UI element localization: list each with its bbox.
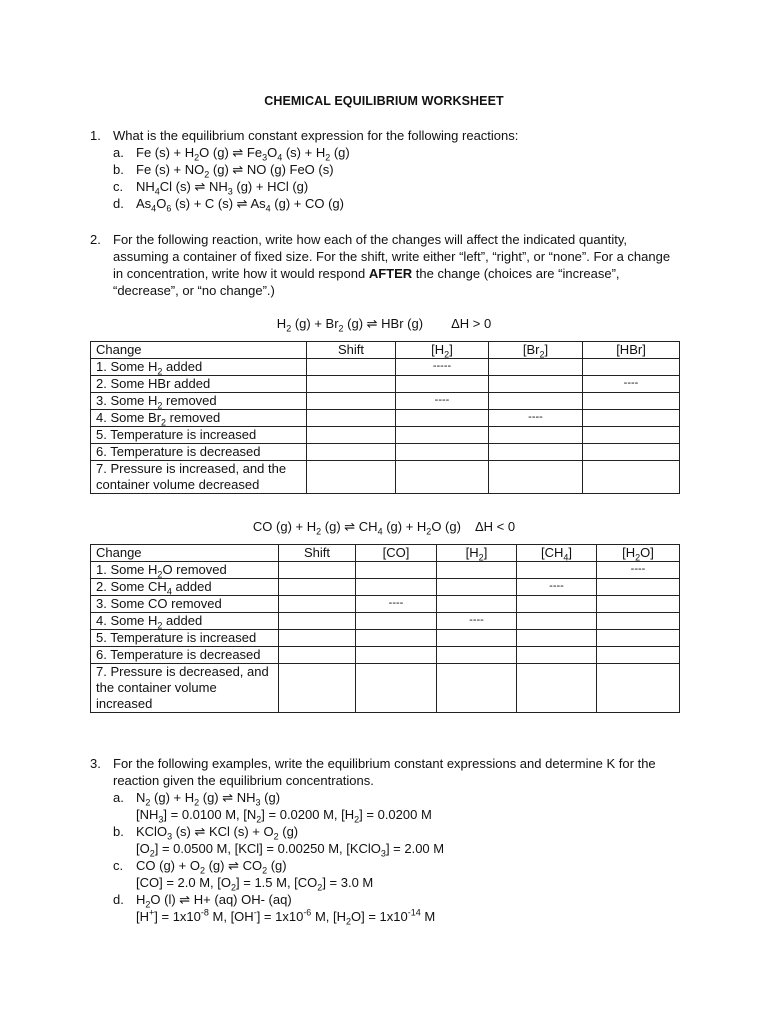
answer-cell[interactable] [517, 613, 597, 630]
reaction-equation: Fe $(s) + H_2O$ (g) ⇌ $Fe_3O_4$ $(s) + H_2$ (g) [136, 145, 350, 163]
equilibrium-concentrations: $[H^+] = 1x10^{-8}$ M, $[OH^-] = 1x10^{-6}$ M, $[H_2O] = 1x10^{-14}$ M [136, 907, 436, 927]
question-2 [90, 231, 680, 299]
table-row [91, 630, 680, 647]
question-number: 1. [90, 128, 101, 143]
answer-cell[interactable] [307, 427, 396, 444]
answer-cell[interactable] [279, 579, 356, 596]
example-list [113, 789, 680, 925]
answer-cell[interactable] [583, 376, 680, 393]
answer-cell[interactable] [356, 596, 437, 613]
table-row [91, 427, 680, 444]
table-row [91, 461, 680, 494]
reaction-1-equation [0, 316, 768, 332]
item-letter: b. [113, 824, 124, 839]
answer-cell[interactable] [489, 444, 583, 461]
question-3 [90, 755, 680, 925]
prompt-emphasis: AFTER [368, 266, 413, 281]
change-cell: 3. Some CO removed [91, 596, 279, 613]
example-item [113, 891, 680, 925]
reaction-equation: CO $(g) + O_2$ (g) ⇌ $CO_2$ (g) [136, 858, 287, 876]
question-prompt [113, 231, 680, 299]
answer-cell[interactable] [356, 647, 437, 664]
not-applicable-dash: ---- [388, 597, 404, 609]
answer-cell[interactable] [307, 359, 396, 376]
column-header: Change [91, 545, 279, 562]
change-cell: 5. Temperature is increased [91, 427, 307, 444]
column-header: $[CH_4]$ [517, 545, 597, 562]
answer-cell[interactable] [396, 376, 489, 393]
reaction-equation: $H_2O$ (l) ⇌ H+ (aq) OH- (aq) [136, 892, 292, 910]
answer-cell[interactable] [307, 376, 396, 393]
equilibrium-concentrations: $[NH_3] = 0.0100$ M, $[N_2] = 0.0200$ M, $[H_2] = 0.0200$ M [136, 807, 432, 825]
answer-cell[interactable] [279, 613, 356, 630]
reaction-item [113, 178, 680, 195]
item-letter: c. [113, 179, 124, 194]
not-applicable-dash: ---- [549, 580, 564, 592]
answer-cell[interactable] [517, 579, 597, 596]
answer-cell[interactable] [489, 359, 583, 376]
question-number: 3. [90, 756, 101, 771]
worksheet-title: CHEMICAL EQUILIBRIUM WORKSHEET [264, 94, 504, 108]
answer-cell[interactable] [307, 444, 396, 461]
answer-cell[interactable] [356, 630, 437, 647]
answer-cell[interactable] [307, 461, 396, 494]
answer-cell[interactable] [356, 579, 437, 596]
column-header: Shift [307, 342, 396, 359]
answer-cell[interactable] [489, 427, 583, 444]
equilibrium-concentrations: [CO] = 2.0 M, $[O_2] = 1.5$ M, $[CO_2] = 3.0$ M [136, 875, 374, 893]
column-header: $[Br_2]$ [489, 342, 583, 359]
answer-cell[interactable] [517, 647, 597, 664]
answer-cell[interactable] [597, 562, 680, 579]
answer-cell[interactable] [597, 630, 680, 647]
answer-cell[interactable] [356, 562, 437, 579]
change-cell: 2. Some HBr added [91, 376, 307, 393]
answer-cell[interactable] [437, 647, 517, 664]
question-number: 2. [90, 232, 101, 247]
reaction-list [113, 144, 680, 212]
example-item [113, 857, 680, 891]
not-applicable-dash: ----- [432, 360, 452, 372]
not-applicable-dash: ---- [434, 394, 450, 406]
change-cell: 6. Temperature is decreased [91, 647, 279, 664]
table-row [91, 393, 680, 410]
question-prompt: What is the equilibrium constant expression for the following reactions: [113, 128, 519, 143]
change-cell: 4. Some $Br_2$ removed [91, 410, 307, 427]
table-header-row [91, 342, 680, 359]
enthalpy-change: ΔH < 0 [474, 519, 516, 534]
reaction-item [113, 144, 680, 161]
not-applicable-dash: ---- [469, 614, 484, 626]
reaction-2-equation [0, 519, 768, 535]
reaction-equation: $As_4O_6$ (s) + C (s) ⇌ $As_4$ (g) + CO (g) [136, 196, 344, 214]
answer-cell[interactable] [396, 427, 489, 444]
example-item [113, 823, 680, 857]
item-letter: a. [113, 790, 124, 805]
answer-cell[interactable] [279, 562, 356, 579]
answer-cell[interactable] [517, 562, 597, 579]
equation-text: $H_2$ $(g) + Br_2$ (g) ⇌ HBr (g) [276, 316, 424, 334]
reaction-equation: Fe $(s) + NO_2$ (g) ⇌ NO (g) FeO (s) [136, 162, 334, 180]
answer-cell[interactable] [517, 664, 597, 713]
answer-cell[interactable] [396, 393, 489, 410]
table-row [91, 613, 680, 630]
answer-cell[interactable] [597, 664, 680, 713]
answer-cell[interactable] [396, 359, 489, 376]
table-row [91, 562, 680, 579]
change-cell: 7. Pressure is decreased, and the container volume increased [91, 664, 279, 713]
example-item [113, 789, 680, 823]
answer-cell[interactable] [583, 444, 680, 461]
question-prompt: For the following examples, write the equilibrium constant expressions and determine K for the reaction given the equilibrium concentrations. [113, 756, 656, 788]
answer-cell[interactable] [356, 613, 437, 630]
table-row [91, 410, 680, 427]
answer-cell[interactable] [437, 579, 517, 596]
answer-cell[interactable] [583, 461, 680, 494]
table-row [91, 359, 680, 376]
reaction-equation: KClO$_3$ (s) ⇌ KCl $(s) + O_2$ (g) [136, 824, 299, 842]
not-applicable-dash: ---- [623, 377, 639, 389]
answer-cell[interactable] [396, 410, 489, 427]
answer-cell[interactable] [489, 393, 583, 410]
table-row [91, 664, 680, 713]
table-row [91, 596, 680, 613]
answer-cell[interactable] [489, 410, 583, 427]
column-header: $[H_2]$ [396, 342, 489, 359]
equilibrium-concentrations: $[O_2] = 0.0500$ M, [KCl] = 0.00250 M, [KClO$_3$] = 2.00 M [136, 841, 445, 859]
not-applicable-dash: ---- [630, 563, 646, 575]
prompt-text: For the following reaction, write how each of the changes will affect the indicated quantity, assuming a container of fixed size. For the shift, write either “left”, “right”, or “none”. For a change in concentration, write how it would respond [113, 232, 671, 281]
answer-cell[interactable] [583, 393, 680, 410]
answer-cell[interactable] [437, 613, 517, 630]
answer-cell[interactable] [583, 410, 680, 427]
equation-text: CO $(g) + H_2$ (g) ⇌ $CH_4$ $(g) + H_2O$ (g) [252, 519, 461, 537]
answer-cell[interactable] [437, 664, 517, 713]
change-cell: 4. Some $H_2$ added [91, 613, 279, 630]
item-letter: d. [113, 196, 124, 211]
answer-cell[interactable] [597, 613, 680, 630]
column-header: [HBr] [583, 342, 680, 359]
answer-cell[interactable] [489, 376, 583, 393]
enthalpy-change: ΔH > 0 [451, 316, 492, 331]
column-header: Shift [279, 545, 356, 562]
reaction-equation: $NH_4Cl$ (s) ⇌ $NH_3$ (g) + HCl (g) [136, 179, 309, 197]
change-cell: 5. Temperature is increased [91, 630, 279, 647]
answer-cell[interactable] [279, 647, 356, 664]
table-row [91, 444, 680, 461]
answer-cell[interactable] [517, 630, 597, 647]
column-header: $[H_2O]$ [597, 545, 680, 562]
answer-cell[interactable] [583, 427, 680, 444]
change-cell: 2. Some $CH_4$ added [91, 579, 279, 596]
answer-cell[interactable] [437, 596, 517, 613]
not-applicable-dash: ---- [528, 411, 543, 423]
reaction-2-table [90, 544, 680, 713]
change-cell: 3. Some $H_2$ removed [91, 393, 307, 410]
answer-cell[interactable] [437, 630, 517, 647]
answer-cell[interactable] [597, 596, 680, 613]
item-letter: a. [113, 145, 124, 160]
reaction-item [113, 161, 680, 178]
answer-cell[interactable] [437, 562, 517, 579]
change-cell: 1. Some $H_2O$ removed [91, 562, 279, 579]
column-header: [CO] [356, 545, 437, 562]
answer-cell[interactable] [279, 664, 356, 713]
answer-cell[interactable] [396, 444, 489, 461]
item-letter: c. [113, 858, 124, 873]
reaction-equation: $N_2$ $(g) + H_2$ (g) ⇌ $NH_3$ (g) [136, 790, 281, 808]
change-cell: 7. Pressure is increased, and the container volume decreased [91, 461, 307, 494]
answer-cell[interactable] [356, 664, 437, 713]
answer-cell[interactable] [279, 630, 356, 647]
answer-cell[interactable] [307, 393, 396, 410]
answer-cell[interactable] [597, 647, 680, 664]
answer-cell[interactable] [583, 359, 680, 376]
prompt-text: the change (choices are “increase”, “decrease”, or “no change”.) [113, 266, 620, 298]
answer-cell[interactable] [307, 410, 396, 427]
table-row [91, 579, 680, 596]
reaction-item [113, 195, 680, 212]
table-row [91, 376, 680, 393]
column-header: $[H_2]$ [437, 545, 517, 562]
answer-cell[interactable] [279, 596, 356, 613]
item-letter: b. [113, 162, 124, 177]
question-1 [90, 127, 680, 212]
change-cell: 1. Some $H_2$ added [91, 359, 307, 376]
answer-cell[interactable] [597, 579, 680, 596]
table-header-row [91, 545, 680, 562]
reaction-1-table [90, 341, 680, 494]
item-letter: d. [113, 892, 124, 907]
answer-cell[interactable] [396, 461, 489, 494]
answer-cell[interactable] [489, 461, 583, 494]
change-cell: 6. Temperature is decreased [91, 444, 307, 461]
table-row [91, 647, 680, 664]
answer-cell[interactable] [517, 596, 597, 613]
column-header: Change [91, 342, 307, 359]
